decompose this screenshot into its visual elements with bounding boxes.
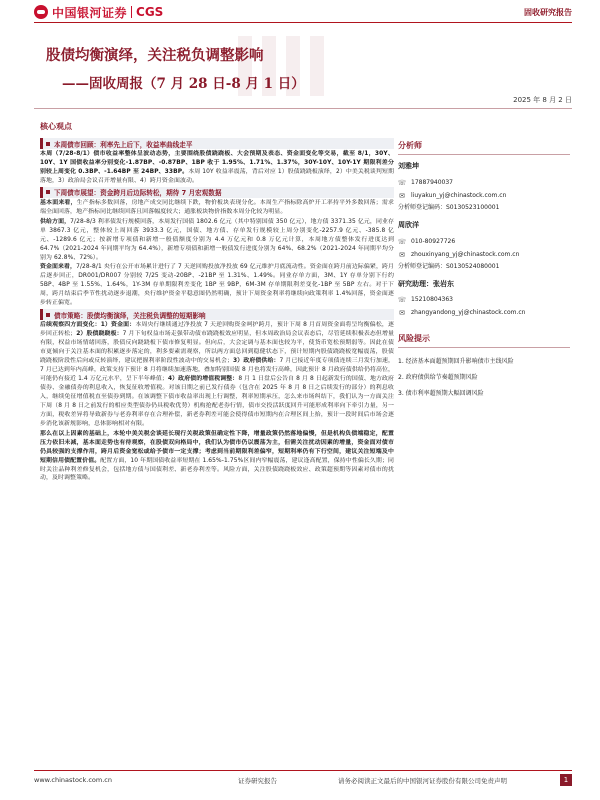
email-row xyxy=(398,306,570,319)
body-text: 8 月 1 日盘后公告自 8 月 8 日起新发行的国债、地方政府债券、金融债券的利息收入，恢复征收增值税。对该日期之前已发行债券（包含在 2025 年 8 月 8 日之后续发行的部分）的利息收入，继续免征增值税直至债券到期。在该调整下债市收益率出现上行调整，利率短期承压，怎么来市场纠结下，我们认为一方面关注下周（8 月 8 日之前发行的相应类型债券仍具税收优势）机构抢配老券行情，债市交投活跃度回升可能形成利率向下牵引力量，另一方面，税收差异将导致新券与老券利率存在合理补偿，新老券利差可能会使得债市短期内在合理区间上抬，预计一段时间后市场会逐步消化该新规影响，总体影响相对有限。 xyxy=(40,375,394,427)
body-paragraph xyxy=(40,218,394,263)
core-views-label: 核心观点 xyxy=(40,122,72,131)
emphasized-text: 资金面来看， xyxy=(40,264,77,271)
emphasized-text: 基本面来看， xyxy=(40,199,77,206)
logo-text-en: CGS xyxy=(136,5,164,19)
bullet-icon xyxy=(46,142,50,146)
risk-item: 2. 政府债供给节奏超预期风险 xyxy=(398,374,478,381)
company-logo xyxy=(34,4,163,20)
assistant-phone: 15210804363 xyxy=(411,296,453,303)
phone-row xyxy=(398,176,570,189)
emphasized-text: 本周（7/28-8/1）债市收益率整体呈波动态势，主要围绕股债跷跷板、大会预期及表态、资金面变化等交易，截至 8/1，30Y、10Y、1Y 国债收益率分别变化-1.87BP、-0.87BP、1BP 收于 1.95%、1.71%、1.37%，30Y-10Y、10Y-1Y 期限利差分别较上周变化 0.3BP、-1.64BP 至 24BP、33BP。 xyxy=(40,151,394,175)
analyst-heading: 分析师 xyxy=(398,140,570,155)
emphasized-text: 4）政府债的增值税调整： xyxy=(167,375,239,382)
email-icon: ✉ xyxy=(399,191,405,200)
body-text: 7/28-8/1 央行在公开市场累计进行了 7 天逆回购投放净投放 69 亿元维护月底流动性。资金面在跨月前边际偏紧，跨月后逐步回正，DR001/DR007 分别较 7/25 变动-20BP、-21BP 至 1.31%、1.49%。同业存单方面，3M、1Y 存单分别下行约 5BP、4BP 至 1.55%、1.64%，1Y-3M 存单期限利差变化 1BP 至 9BP，6M-3M 存单期限利差变化-1BP 至 5BP 左右。对于下周，跨月结束后季节性扰动逐步退潮，央行维护资金平稳意图仍然明确，预计下周资金利率将继续向政策利率 1.4%回落，资金面逐步转正偏宽。 xyxy=(40,264,394,307)
body-text: 配置方面，10 年期国债收益率短期在 1.65%-1.75%区间内窄幅震荡，建议逢高配置，保持中性偏长久期；同时关注品种利差修复机会，包括地方债与国债利差、新老券利差等。风险方面，关注股债跷跷板效应、政策超预期等因素对债市的扰动，及时调整策略。 xyxy=(40,457,394,482)
body-text: 本周 10Y 收益率震荡，背后对应 1）股债跷跷板演绎，2）中美关税谈判短期落地，3）政治局会议召开增量有限、4）跨月资金面波动。 xyxy=(40,168,394,184)
emphasized-text: 3）政府债供给： xyxy=(233,358,280,365)
logo-text-cn: 中国银河证券 xyxy=(52,5,128,20)
phone-row xyxy=(398,235,570,248)
analyst-phone: 17887940037 xyxy=(411,179,453,186)
email-row xyxy=(398,189,570,202)
body-text: 7 月已接近年度专项债连续三月发行加速，7 月已达到年内高峰，政策支持下预计 8 月将继续加速落地，叠加特别国债 8 月也将发行高峰，因此预计 8 月政府债供给仍将高位，可能仍有接近 1.4 万亿元水平，呈下半年峰值； xyxy=(40,358,394,382)
footer-website[interactable]: www.chinastock.com.cn xyxy=(34,776,112,784)
report-date: 2025 年 8 月 2 日 xyxy=(513,96,572,104)
emphasized-text: 后续观察四方面变化：1）资金面： xyxy=(40,322,136,329)
emphasized-text: 2）股债跷跷板： xyxy=(76,331,123,338)
section-heading-text: 本周债市回顾：利率先上后下，收益率曲线走平 xyxy=(54,140,193,149)
footer-label: 证券研究报告 xyxy=(238,777,277,785)
body-text: 生产指标多数回落，房地产成交同比继续下跌，物价板块表现分化。本周生产指标除高炉开工率持平外多数回落；需求端全面回落，地产指标同比继续回落且回落幅度较大；通胀板块物价指数本周分化较为明显。 xyxy=(40,199,394,215)
logo-divider xyxy=(131,6,132,18)
galaxy-logo-icon xyxy=(34,5,48,19)
footer-disclaimer: 请务必阅读正文最后的中国银河证券股份有限公司免责声明 xyxy=(338,777,507,785)
body-paragraph xyxy=(40,321,394,428)
footer-divider xyxy=(34,770,572,771)
section-heading-text: 下周债市展望：资金跨月后边际转松，期待 7 月宏观数据 xyxy=(54,189,222,198)
section-heading xyxy=(40,187,394,198)
risk-item: 1. 经济基本面超预期回升影响债市主线风险 xyxy=(398,358,514,365)
page-number: 1 xyxy=(560,774,572,786)
body-paragraph xyxy=(40,199,394,217)
email-row xyxy=(398,248,570,261)
analyst-card xyxy=(398,220,570,273)
phone-icon: ☏ xyxy=(397,178,407,187)
body-text: 7/28-8/3 利率债发行规模回落，本周发行国债 1802.6 亿元（其中特别国债 350 亿元），地方债 3371.35 亿元，同业存单 3867.3 亿元，整体较上周回落 3933.3 亿元，国债、地方债、存单发行规模较上周分别变化-2257.9 亿元、-385.8 亿元、-1289.6 亿元；按新增专项债和新增一般债额度分别为 4.4 万亿元和 0.8 万亿元计算，本周地方债整体发行进度达到 64.7%（2021-2024 年同期平均为 64.4%），新增专项债和新增一般债发行进度分别为 64%、68.2%（2021-2024 年同期平均分别为 62.8%、72%）。 xyxy=(40,218,395,261)
analyst-registration: 分析师登记编码：S0130524080001 xyxy=(398,263,500,270)
body-paragraph xyxy=(40,150,394,186)
analyst-registration: 分析师登记编码：S0130523100001 xyxy=(398,204,500,211)
analyst-email[interactable]: zhouxinyang_yj@chinastock.com.cn xyxy=(411,251,520,258)
section-heading xyxy=(40,138,394,149)
analyst-name: 刘雅坤 xyxy=(398,162,419,170)
header-divider xyxy=(34,22,572,23)
emphasized-text: 供给方面， xyxy=(40,218,71,225)
email-icon: ✉ xyxy=(399,250,405,259)
analyst-name: 周欣洋 xyxy=(398,221,419,229)
title-divider xyxy=(34,108,572,109)
body-paragraph xyxy=(40,263,394,308)
analyst-email[interactable]: liuyakun_yj@chinastock.com.cn xyxy=(411,192,507,199)
risk-heading: 风险提示 xyxy=(398,333,570,348)
main-content xyxy=(40,137,394,484)
report-type-label: 固收研究报告 xyxy=(524,8,572,17)
body-text: 本周央行继续通过净投放 7 天逆回购资金呵护跨月，预计下周 8 月首周资金面将呈均衡偏松，逐步回正转松； xyxy=(40,322,394,338)
body-paragraph xyxy=(40,430,394,484)
report-subtitle: ——固收周报（7 月 28 日-8 月 1 日） xyxy=(62,76,305,92)
email-icon: ✉ xyxy=(399,308,405,317)
bullet-icon xyxy=(46,313,50,317)
phone-row xyxy=(398,293,570,306)
research-assistant: 研究助理：张岩东 xyxy=(398,280,454,288)
phone-icon: ☏ xyxy=(397,295,407,304)
analyst-phone: 010-80927726 xyxy=(411,238,456,245)
body-text: 7 月下旬权益市场走强带动债市跷跷板效应明显，但本周政治局会议表态后，尽管延续积极表态但增量有限，权益市场情绪回落，股债反向跷跷板下债市修复明显。但向后，大会定调与基本面也较为平，使货币宽松预期弱等。因此在债市更倾向于关注基本面的积累逐步落定的，利多要素需观察，所以两方面总回到稳健状态下，预计短期内股债跷跷板宽幅震荡，股债跷跷板阶段性后向或反转演绎，建议把握利率阶段性波动中的交易机会； xyxy=(40,331,394,365)
risk-item: 3. 债市利率超预期大幅回调风险 xyxy=(398,390,484,397)
analyst-card xyxy=(398,161,570,214)
report-title: 股债均衡演绎，关注税负调整影响 xyxy=(46,47,264,64)
assistant-email[interactable]: zhangyandong_yj@chinastock.com.cn xyxy=(411,309,526,316)
section-heading xyxy=(40,309,394,320)
emphasized-text: 那么在以上因素的基础上，本轮中美关税会谈延长现行关税政策但确定性下降，增量政策仍然落地偏慢，但是机构负债端稳定，配置压力依旧未减，基本面走势也有待观察，在股债双向格局中，我们认为债市仍以震荡为主，但需关注扰动因素的增量，资金面对债市仍具较强的支撑作用，跨月后资金宽松或给予债市一定支撑；考虑到当前期限利差偏窄，短期利率仍有下行空间，建议关注短端及中短期信用债配置价值。 xyxy=(40,430,394,464)
watermark-graphic xyxy=(230,26,340,106)
sidebar xyxy=(398,140,570,402)
section-heading-text: 债市策略：股债均衡演绎，关注税负调整的短期影响 xyxy=(54,311,206,320)
report-header xyxy=(0,0,600,22)
phone-icon: ☏ xyxy=(397,237,407,246)
bullet-icon xyxy=(46,190,50,194)
